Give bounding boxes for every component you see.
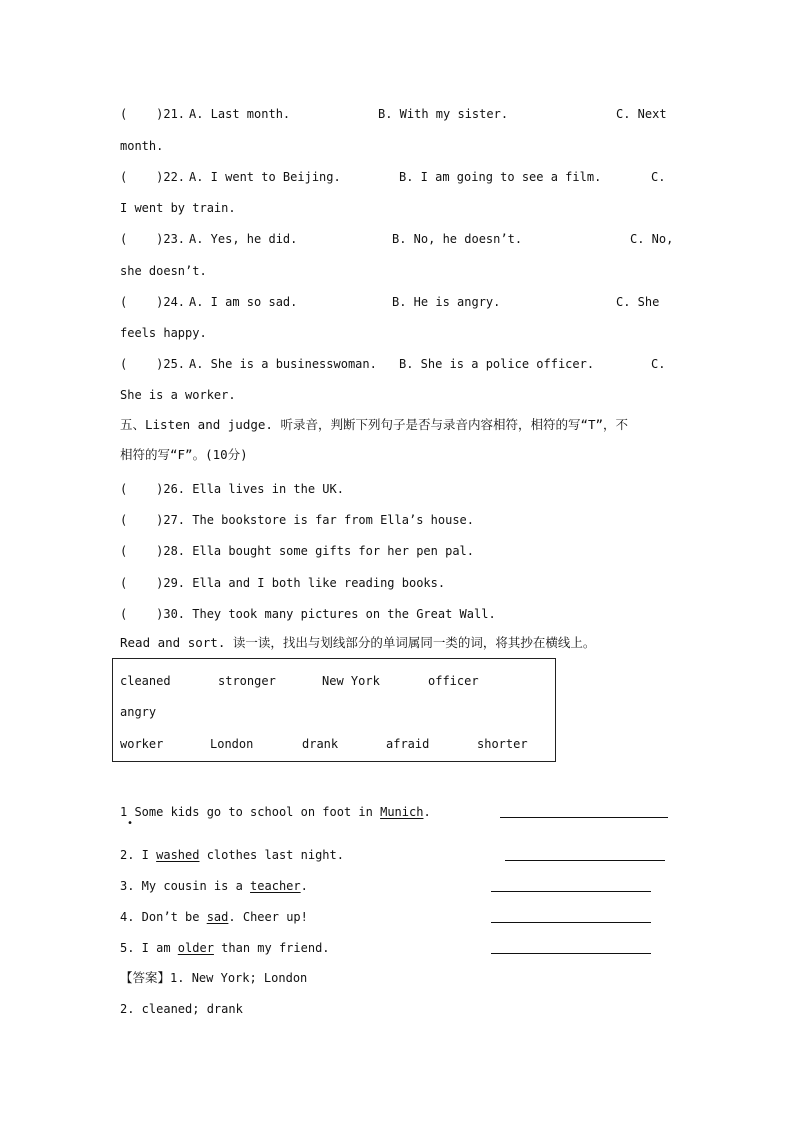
section-five-heading: 五、Listen and judge. 听录音，判断下列句子是否与录音内容相符，相符的写“T”，不 <box>120 417 629 432</box>
answer-blank-4[interactable] <box>491 922 651 923</box>
word-box-item: New York <box>322 674 380 688</box>
word-box <box>112 658 556 762</box>
sort-sentence-5 <box>120 940 330 956</box>
underlined-word: washed <box>156 848 200 862</box>
option-b: B. With my sister. <box>378 107 509 121</box>
sort-sentence-4 <box>120 909 308 925</box>
option-c: C. No, <box>630 232 674 246</box>
option-b: B. No, he doesn’t. <box>392 232 523 246</box>
answer-blank-5[interactable] <box>491 953 651 954</box>
word-box-item: shorter <box>477 737 528 751</box>
question-number: ( )22. <box>120 170 186 184</box>
option-b: B. She is a police officer. <box>399 357 595 371</box>
option-c-wrap: feels happy. <box>120 326 207 340</box>
option-c: C. Next <box>616 107 667 121</box>
answer-label: 【答案】 <box>120 970 171 985</box>
option-c: C. <box>651 357 666 371</box>
question-number: ( )21. <box>120 107 186 121</box>
option-c: C. <box>651 170 666 184</box>
sort-instructions: Read and sort. 读一读，找出与划线部分的单词属同一类的词，将其抄在横线上。 <box>120 635 596 650</box>
option-a: A. I went to Beijing. <box>189 170 341 184</box>
sort-sentence-2 <box>120 847 344 863</box>
option-c-wrap: month. <box>120 139 164 153</box>
judge-question-30: ( )30. They took many pictures on the Great Wall. <box>120 607 496 621</box>
question-number: ( )24. <box>120 295 186 309</box>
sentence-text: clothes last night. <box>199 848 344 862</box>
section-five-heading-cont: 相符的写“F”。(10分) <box>120 447 248 462</box>
option-c-wrap: She is a worker. <box>120 388 236 402</box>
sentence-text: 2. I <box>120 848 157 862</box>
option-c-wrap: she doesn’t. <box>120 264 207 278</box>
sentence-text: 3. My cousin is a <box>120 879 251 893</box>
sentence-text: . <box>423 805 431 819</box>
stray-dot: • <box>127 818 134 829</box>
answer-blank-2[interactable] <box>505 860 665 861</box>
word-box-item: London <box>210 737 254 751</box>
option-c: C. She <box>616 295 660 309</box>
option-a: A. I am so sad. <box>189 295 298 309</box>
word-box-item: afraid <box>386 737 430 751</box>
underlined-word: Munich <box>380 805 424 819</box>
option-b: B. He is angry. <box>392 295 501 309</box>
sentence-text: 5. I am <box>120 941 178 955</box>
judge-question-27: ( )27. The bookstore is far from Ella’s house. <box>120 513 475 527</box>
question-number: ( )23. <box>120 232 186 246</box>
answer-text: 1. New York; London <box>170 971 308 985</box>
question-number: ( )25. <box>120 357 186 371</box>
underlined-word: older <box>177 941 214 955</box>
answer-line-2: 2. cleaned; drank <box>120 1002 243 1016</box>
option-a: A. Last month. <box>189 107 291 121</box>
answer-blank-3[interactable] <box>491 891 651 892</box>
word-box-item: drank <box>302 737 339 751</box>
sentence-text: 1 Some kids go to school on foot in <box>120 805 381 819</box>
judge-question-29: ( )29. Ella and I both like reading books. <box>120 576 446 590</box>
word-box-item: stronger <box>218 674 276 688</box>
word-box-item: officer <box>428 674 479 688</box>
word-box-item: worker <box>120 737 164 751</box>
sentence-text: . <box>300 879 308 893</box>
sort-sentence-1 <box>120 804 431 820</box>
option-c-wrap: I went by train. <box>120 201 236 215</box>
option-a: A. She is a businesswoman. <box>189 357 377 371</box>
underlined-word: teacher <box>250 879 301 893</box>
sentence-text: than my friend. <box>213 941 330 955</box>
sentence-text: 4. Don’t be <box>120 910 207 924</box>
word-box-item: angry <box>120 705 157 719</box>
option-a: A. Yes, he did. <box>189 232 298 246</box>
underlined-word: sad <box>206 910 229 924</box>
sentence-text: . Cheer up! <box>228 910 308 924</box>
sort-sentence-3 <box>120 878 308 894</box>
judge-question-26: ( )26. Ella lives in the UK. <box>120 482 344 496</box>
answer-line-1 <box>120 970 307 986</box>
judge-question-28: ( )28. Ella bought some gifts for her pen pal. <box>120 544 475 558</box>
answer-blank-1[interactable] <box>500 817 668 818</box>
option-b: B. I am going to see a film. <box>399 170 602 184</box>
word-box-item: cleaned <box>120 674 171 688</box>
